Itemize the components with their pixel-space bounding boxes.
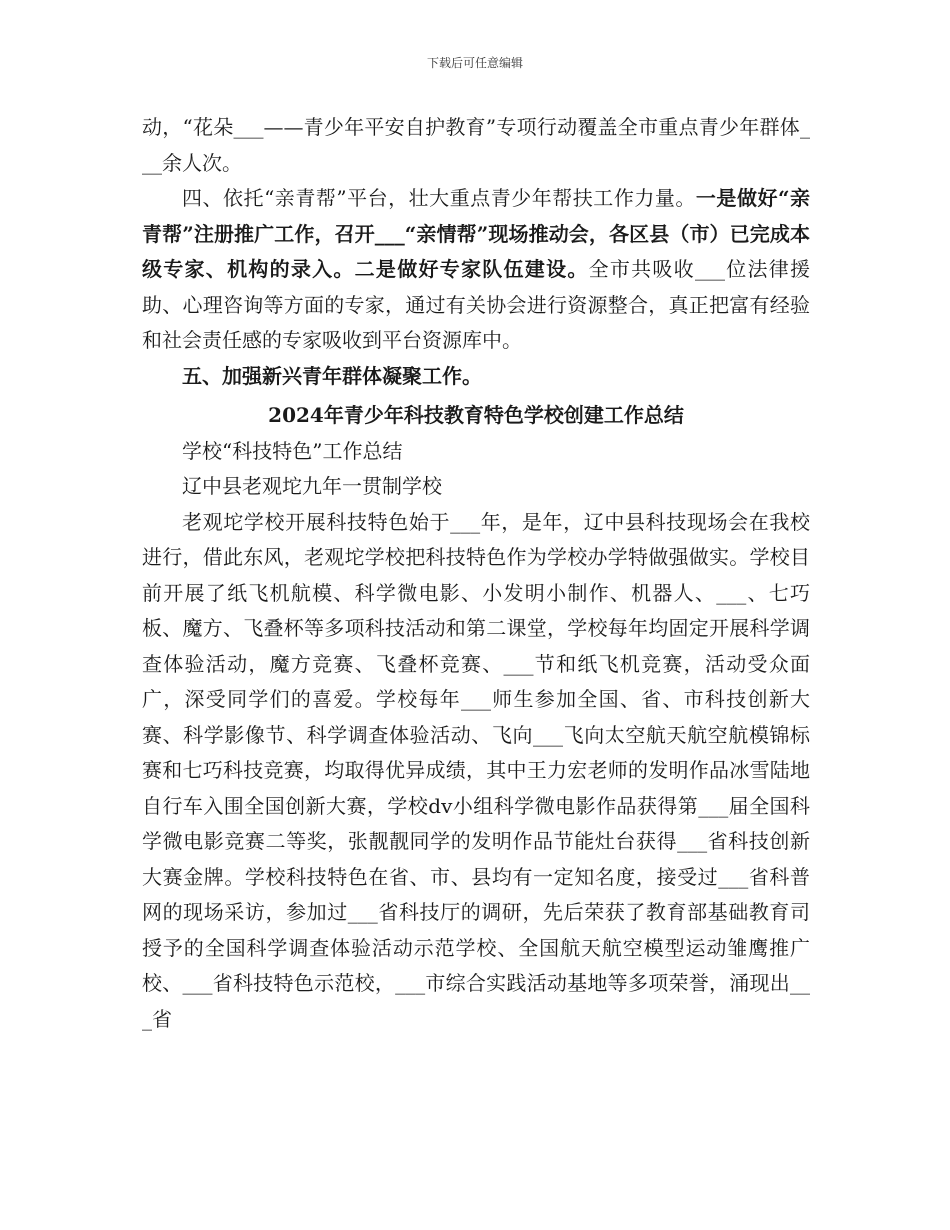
paragraph-continuation: 动，“花朵___——青少年平安自护教育”专项行动覆盖全市重点青少年群体___余人次。 xyxy=(142,115,810,175)
paragraph-school-name: 辽中县老观坨九年一贯制学校 xyxy=(182,474,442,498)
paragraph-subtitle: 学校“科技特色”工作总结 xyxy=(182,438,403,463)
section-four-heading: 四、依托“亲青帮”平台，壮大重点青少年帮扶工作力量。 xyxy=(182,186,696,210)
paragraph-section-four xyxy=(142,181,810,359)
document-title: 2024年青少年科技教育特色学校创建工作总结 xyxy=(268,403,684,427)
section-four-bold-text: 一是做好“亲青帮”注册推广工作，召开___“亲情帮”现场推动会，各区县（市）已完成本级专家、机构的录入。二是做好专家队伍建设。 xyxy=(142,186,810,281)
section-four-body: 全市共吸收___位法律援助、心理咨询等方面的专家，通过有关协会进行资源整合，真正把富有经验和社会责任感的专家吸收到平台资源库中。 xyxy=(142,257,811,352)
paragraph-main-body: 老观坨学校开展科技特色始于___年，是年，辽中县科技现场会在我校进行，借此东风，老观坨学校把科技特色作为学校办学特做强做实。学校目前开展了纸飞机航模、科学微电影、小发明小制作、机器人、___、七巧板、魔方、飞叠杯等多项科技活动和第二课堂，学校每年均固定开展科学调查体验活动，魔方竞赛、飞叠杯竞赛、___节和纸飞机竞赛，活动受众面广，深受同学们的喜爱。学校每年___师生参加全国、省、市科技创新大赛、科学影像节、科学调查体验活动、飞向___飞向太空航天航空航模锦标赛和七巧科技竞赛，均取得优异成绩，其中王力宏老师的发明作品冰雪陆地自行车入围全国创新大赛，学校dv小组科学微电影作品获得第___届全国科学微电影竞赛二等奖，张靓靓同学的发明作品节能灶台获得___省科技创新大赛金牌。学校科技特色在省、市、县均有一定知名度，接受过___省科普网的现场采访，参加过___省科技厅的调研，先后荣获了教育部基础教育司授予的全国科学调查体验活动示范学校、全国航天航空模型运动雏鹰推广校、___省科技特色示范校，___市综合实践活动基地等多项荣誉，涌现出___省 xyxy=(142,509,810,1031)
document-body xyxy=(142,110,810,1037)
header-note: 下载后可任意编辑 xyxy=(426,56,523,70)
paragraph-section-five: 五、加强新兴青年群体凝聚工作。 xyxy=(182,363,482,388)
